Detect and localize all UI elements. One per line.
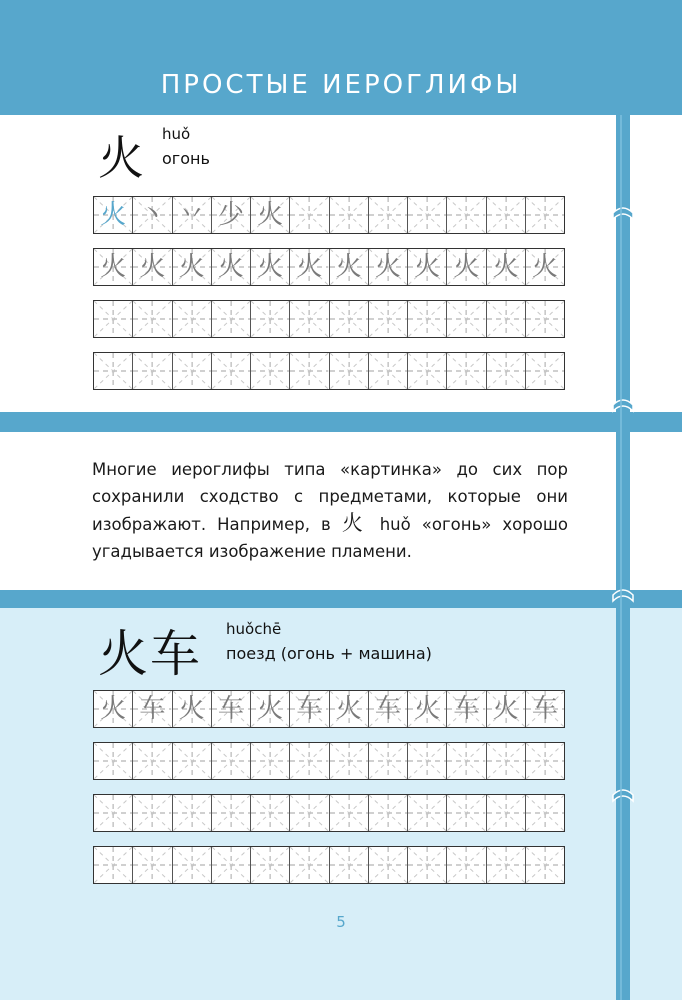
- cell-guide-lines: [369, 795, 407, 831]
- cell-guide-lines: [526, 301, 564, 337]
- grid-cell: [369, 743, 408, 779]
- cell-guide-lines: [487, 847, 525, 883]
- grid-cell: [133, 691, 172, 727]
- cell-guide-lines: [173, 795, 211, 831]
- trace-glyph: 车: [531, 694, 558, 724]
- practice-row: [93, 794, 565, 832]
- cell-guide-lines: [290, 795, 328, 831]
- practice-row: [93, 300, 565, 338]
- trace-glyph: 火: [139, 252, 166, 282]
- cell-guide-lines: [251, 743, 289, 779]
- trace-glyph: 车: [217, 694, 244, 724]
- cell-guide-lines: [212, 847, 250, 883]
- trace-glyph: 火: [335, 694, 362, 724]
- trace-glyph: 火: [531, 252, 558, 282]
- grid-cell: [408, 691, 447, 727]
- grid-cell: [487, 691, 526, 727]
- trace-glyph: 火: [100, 252, 127, 282]
- trace-glyph: 火: [217, 252, 244, 282]
- grid-cell: [447, 353, 486, 389]
- cell-guide-lines: [408, 795, 446, 831]
- grid-cell: [526, 691, 564, 727]
- grid-cell: [487, 743, 526, 779]
- grid-cell: [133, 353, 172, 389]
- grid-cell: [526, 197, 564, 233]
- cell-guide-lines: [330, 197, 368, 233]
- trace-glyph: 火: [453, 252, 480, 282]
- stroke-glyph: 丶: [139, 200, 166, 230]
- cell-guide-lines: [369, 743, 407, 779]
- cell-guide-lines: [408, 743, 446, 779]
- grid-cell: [408, 353, 447, 389]
- grid-cell: [94, 691, 133, 727]
- cell-guide-lines: [487, 197, 525, 233]
- grid-cell: [212, 795, 251, 831]
- grid-cell: [447, 743, 486, 779]
- cell-guide-lines: [290, 847, 328, 883]
- cell-guide-lines: [133, 795, 171, 831]
- grid-cell: [133, 197, 172, 233]
- trace-glyph: 火: [414, 252, 441, 282]
- grid-cell: [369, 353, 408, 389]
- cell-guide-lines: [408, 847, 446, 883]
- cell-guide-lines: [526, 353, 564, 389]
- cell-guide-lines: [94, 301, 132, 337]
- cell-guide-lines: [330, 743, 368, 779]
- trace-glyph: 火: [257, 252, 284, 282]
- cell-guide-lines: [447, 743, 485, 779]
- cell-guide-lines: [526, 795, 564, 831]
- character-fire: 火: [98, 131, 144, 185]
- grid-cell: [330, 743, 369, 779]
- cell-guide-lines: [369, 847, 407, 883]
- grid-cell: [173, 691, 212, 727]
- practice-row: [93, 846, 565, 884]
- cell-guide-lines: [94, 795, 132, 831]
- cell-guide-lines: [290, 301, 328, 337]
- grid-cell: [290, 353, 329, 389]
- cell-guide-lines: [133, 847, 171, 883]
- practice-row: [93, 352, 565, 390]
- cell-guide-lines: [526, 847, 564, 883]
- cell-guide-lines: [447, 301, 485, 337]
- grid-cell: [369, 691, 408, 727]
- grid-cell: [408, 795, 447, 831]
- stroke-glyph: 丷: [178, 200, 205, 230]
- cell-guide-lines: [290, 197, 328, 233]
- grid-cell: [251, 847, 290, 883]
- inline-character-fire: 火: [341, 511, 369, 535]
- grid-cell: [173, 353, 212, 389]
- trace-glyph: 火: [492, 694, 519, 724]
- grid-cell: [251, 353, 290, 389]
- grid-cell: [133, 743, 172, 779]
- grid-cell: [447, 795, 486, 831]
- stroke-order-row: [93, 196, 565, 234]
- trace-row: [93, 248, 565, 286]
- cell-guide-lines: [251, 353, 289, 389]
- grid-cell: [526, 847, 564, 883]
- grid-cell: [447, 847, 486, 883]
- grid-cell: [173, 249, 212, 285]
- meaning-train: поезд (огонь + машина): [226, 644, 432, 663]
- cell-guide-lines: [173, 301, 211, 337]
- grid-cell: [212, 691, 251, 727]
- header-banner: [0, 0, 682, 115]
- grid-cell: [330, 847, 369, 883]
- practice-row: [93, 742, 565, 780]
- trace-glyph: 火: [100, 694, 127, 724]
- grid-cell: [487, 847, 526, 883]
- grid-cell: [133, 847, 172, 883]
- grid-cell: [94, 743, 133, 779]
- grid-cell: [290, 847, 329, 883]
- grid-cell: [408, 197, 447, 233]
- grid-cell: [212, 847, 251, 883]
- cell-guide-lines: [94, 353, 132, 389]
- grid-cell: [251, 691, 290, 727]
- grid-cell: [94, 301, 133, 337]
- trace-glyph: 车: [374, 694, 401, 724]
- grid-cell: [173, 743, 212, 779]
- trace-glyph: 火: [492, 252, 519, 282]
- cell-guide-lines: [94, 743, 132, 779]
- paragraph-part-1: Многие иероглифы типа «картинка» до сих пор сохранили сходство с предметами, которые они изображают. Например, в: [92, 460, 568, 534]
- cell-guide-lines: [447, 847, 485, 883]
- trace-glyph: 火: [178, 694, 205, 724]
- grid-cell: [526, 795, 564, 831]
- cell-guide-lines: [369, 301, 407, 337]
- grid-cell: [94, 249, 133, 285]
- grid-cell: [487, 301, 526, 337]
- cell-guide-lines: [212, 353, 250, 389]
- page-title: ПРОСТЫЕ ИЕРОГЛИФЫ: [160, 70, 522, 100]
- paragraph-part-2: huǒ «огонь» хорошо угадывается изображение пламени.: [92, 515, 569, 561]
- cell-guide-lines: [251, 847, 289, 883]
- grid-cell: [330, 197, 369, 233]
- cell-guide-lines: [94, 847, 132, 883]
- cell-guide-lines: [173, 353, 211, 389]
- cell-guide-lines: [369, 353, 407, 389]
- meaning-fire: огонь: [162, 149, 210, 168]
- cell-guide-lines: [251, 795, 289, 831]
- grid-cell: [173, 795, 212, 831]
- grid-cell: [173, 301, 212, 337]
- page-number: 5: [336, 913, 346, 931]
- cell-guide-lines: [408, 197, 446, 233]
- cell-guide-lines: [487, 743, 525, 779]
- grid-cell: [369, 847, 408, 883]
- divider-band: [0, 590, 682, 608]
- cell-guide-lines: [330, 353, 368, 389]
- trace-glyph: 车: [453, 694, 480, 724]
- grid-cell: [330, 249, 369, 285]
- grid-cell: [447, 249, 486, 285]
- trace-glyph: 火: [296, 252, 323, 282]
- stroke-glyph: 火: [257, 200, 284, 230]
- grid-cell: [290, 743, 329, 779]
- pinyin-huoche: huǒchē: [226, 620, 282, 638]
- grid-cell: [408, 847, 447, 883]
- grid-cell: [408, 249, 447, 285]
- grid-cell: [133, 301, 172, 337]
- grid-cell: [212, 301, 251, 337]
- grid-cell: [487, 795, 526, 831]
- divider-band: [0, 412, 682, 432]
- cell-guide-lines: [133, 743, 171, 779]
- cell-guide-lines: [212, 795, 250, 831]
- grid-cell: [290, 301, 329, 337]
- grid-cell: [133, 249, 172, 285]
- cell-guide-lines: [133, 353, 171, 389]
- grid-cell: [251, 249, 290, 285]
- cell-guide-lines: [447, 197, 485, 233]
- grid-cell: [251, 795, 290, 831]
- character-train: 火车: [98, 625, 202, 683]
- trace-glyph: 车: [139, 694, 166, 724]
- grid-cell: [408, 301, 447, 337]
- cell-guide-lines: [447, 795, 485, 831]
- grid-cell: [212, 249, 251, 285]
- cell-guide-lines: [330, 301, 368, 337]
- grid-cell: [526, 353, 564, 389]
- grid-cell: [212, 743, 251, 779]
- grid-cell: [290, 249, 329, 285]
- trace-glyph: 火: [335, 252, 362, 282]
- grid-cell: [94, 795, 133, 831]
- grid-cell: [447, 197, 486, 233]
- grid-cell: [330, 795, 369, 831]
- grid-cell: [290, 691, 329, 727]
- grid-cell: [94, 197, 133, 233]
- cell-guide-lines: [212, 301, 250, 337]
- grid-cell: [290, 795, 329, 831]
- grid-cell: [330, 301, 369, 337]
- cell-guide-lines: [487, 353, 525, 389]
- grid-cell: [487, 197, 526, 233]
- cell-guide-lines: [408, 353, 446, 389]
- bamboo-decoration: [612, 115, 634, 1000]
- grid-cell: [94, 353, 133, 389]
- grid-cell: [369, 249, 408, 285]
- trace-glyph: 火: [374, 252, 401, 282]
- grid-cell: [526, 743, 564, 779]
- grid-cell: [251, 197, 290, 233]
- grid-cell: [94, 847, 133, 883]
- cell-guide-lines: [369, 197, 407, 233]
- cell-guide-lines: [526, 743, 564, 779]
- explanation-text: [92, 456, 568, 565]
- grid-cell: [212, 197, 251, 233]
- trace-glyph: 火: [178, 252, 205, 282]
- cell-guide-lines: [330, 847, 368, 883]
- cell-guide-lines: [447, 353, 485, 389]
- grid-cell: [173, 197, 212, 233]
- cell-guide-lines: [133, 301, 171, 337]
- grid-cell: [369, 301, 408, 337]
- cell-guide-lines: [173, 743, 211, 779]
- cell-guide-lines: [290, 743, 328, 779]
- cell-guide-lines: [173, 847, 211, 883]
- cell-guide-lines: [408, 301, 446, 337]
- grid-cell: [251, 743, 290, 779]
- grid-cell: [408, 743, 447, 779]
- cell-guide-lines: [290, 353, 328, 389]
- grid-cell: [447, 691, 486, 727]
- grid-cell: [369, 795, 408, 831]
- grid-cell: [447, 301, 486, 337]
- grid-cell: [330, 353, 369, 389]
- trace-glyph: 火: [414, 694, 441, 724]
- trace-glyph: 车: [296, 694, 323, 724]
- grid-cell: [369, 197, 408, 233]
- grid-cell: [526, 249, 564, 285]
- cell-guide-lines: [212, 743, 250, 779]
- cell-guide-lines: [251, 301, 289, 337]
- grid-cell: [173, 847, 212, 883]
- grid-cell: [251, 301, 290, 337]
- grid-cell: [133, 795, 172, 831]
- cell-guide-lines: [526, 197, 564, 233]
- cell-guide-lines: [487, 301, 525, 337]
- grid-cell: [526, 301, 564, 337]
- cell-guide-lines: [487, 795, 525, 831]
- grid-cell: [212, 353, 251, 389]
- grid-cell: [330, 691, 369, 727]
- cell-guide-lines: [330, 795, 368, 831]
- grid-cell: [487, 249, 526, 285]
- trace-row: [93, 690, 565, 728]
- pinyin-huo: huǒ: [162, 125, 191, 143]
- stroke-glyph: 火: [100, 200, 127, 230]
- stroke-glyph: 少: [217, 200, 244, 230]
- grid-cell: [487, 353, 526, 389]
- trace-glyph: 火: [257, 694, 284, 724]
- grid-cell: [290, 197, 329, 233]
